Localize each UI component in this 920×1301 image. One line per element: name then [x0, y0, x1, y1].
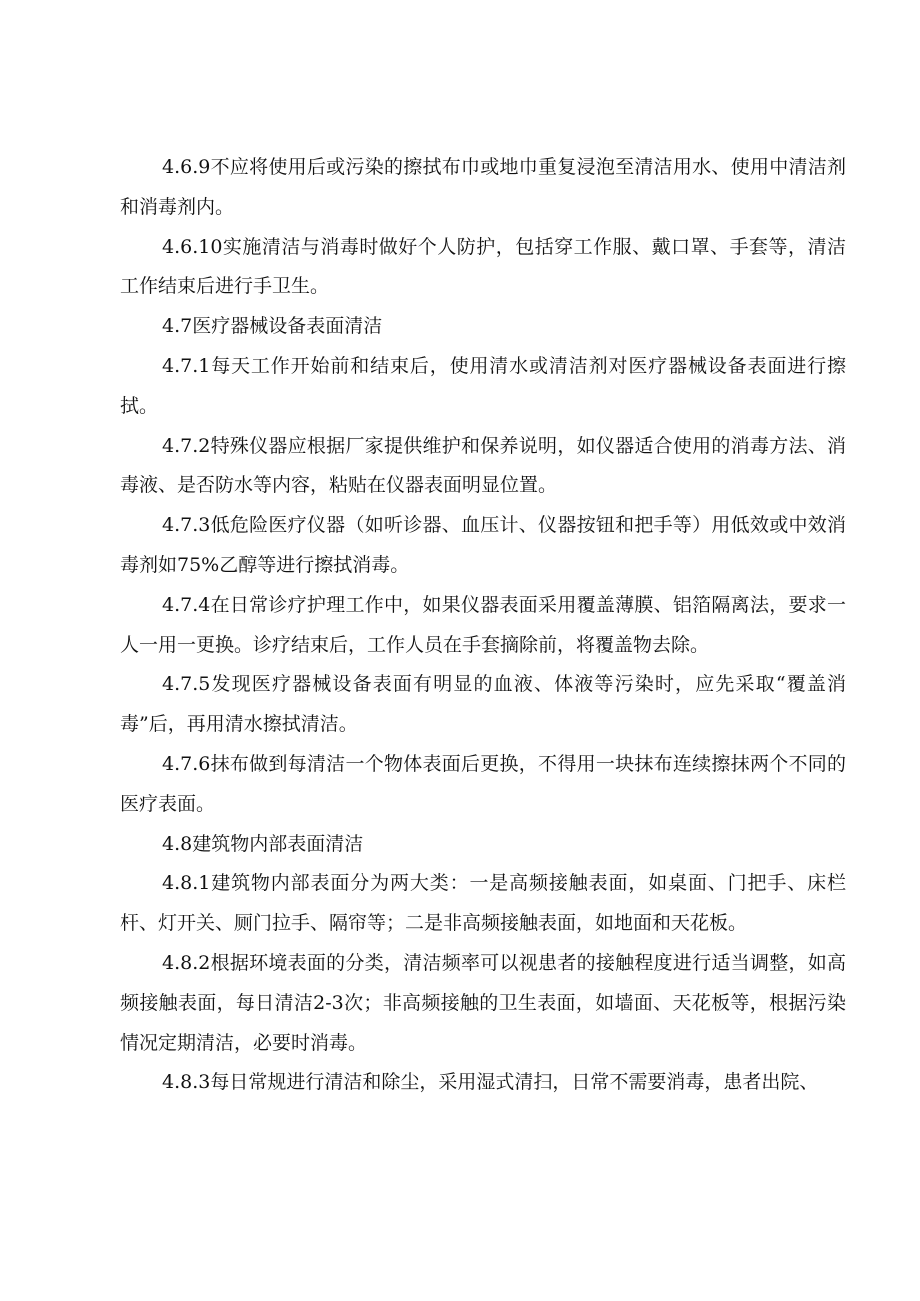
paragraph-4-8-3: 4.8.3每日常规进行清洁和除尘，采用湿式清扫，日常不需要消毒，患者出院、 [162, 1071, 819, 1094]
paragraph-4-7-2: 4.7.2特殊仪器应根据厂家提供维护和保养说明，如仪器适合使用的消毒方法、消毒液、是否防水等内容，粘贴在仪器表面明显位置。 [120, 434, 846, 497]
document-body [120, 148, 846, 1103]
section-heading-4-7: 4.7医疗器械设备表面清洁 [162, 315, 383, 338]
paragraph-4-7-1: 4.7.1每天工作开始前和结束后，使用清水或清洁剂对医疗器械设备表面进行擦拭。 [120, 354, 846, 417]
paragraph-4-6-9: 4.6.9不应将使用后或污染的擦拭布巾或地巾重复浸泡至清洁用水、使用中清洁剂和消毒剂内。 [120, 156, 846, 218]
section-heading-4-8: 4.8建筑物内部表面清洁 [162, 832, 364, 855]
paragraph-4-7-6: 4.7.6抹布做到每清洁一个物体表面后更换，不得用一块抹布连续擦抹两个不同的医疗表面。 [120, 752, 846, 815]
paragraph-4-8-2: 4.8.2根据环境表面的分类，清洁频率可以视患者的接触程度进行适当调整，如高频接触表面，每日清洁2-3次；非高频接触的卫生表面，如墙面、天花板等，根据污染情况定期清洁，必要时消毒。 [120, 951, 846, 1054]
paragraph-4-7-3: 4.7.3低危险医疗仪器（如听诊器、血压计、仪器按钮和把手等）用低效或中效消毒剂如75%乙醇等进行擦拭消毒。 [120, 514, 846, 576]
paragraph-4-8-1: 4.8.1建筑物内部表面分为两大类：一是高频接触表面，如桌面、门把手、床栏杆、灯开关、厕门拉手、隔帘等；二是非高频接触表面，如地面和天花板。 [120, 872, 846, 935]
paragraph-4-7-5: 4.7.5发现医疗器械设备表面有明显的血液、体液等污染时，应先采取“覆盖消毒”后，再用清水擦拭清洁。 [120, 673, 846, 736]
paragraph-4-7-4: 4.7.4在日常诊疗护理工作中，如果仪器表面采用覆盖薄膜、铝箔隔离法，要求一人一用一更换。诊疗结束后，工作人员在手套摘除前，将覆盖物去除。 [120, 593, 846, 656]
paragraph-4-6-10: 4.6.10实施清洁与消毒时做好个人防护，包括穿工作服、戴口罩、手套等，清洁工作结束后进行手卫生。 [120, 235, 846, 298]
